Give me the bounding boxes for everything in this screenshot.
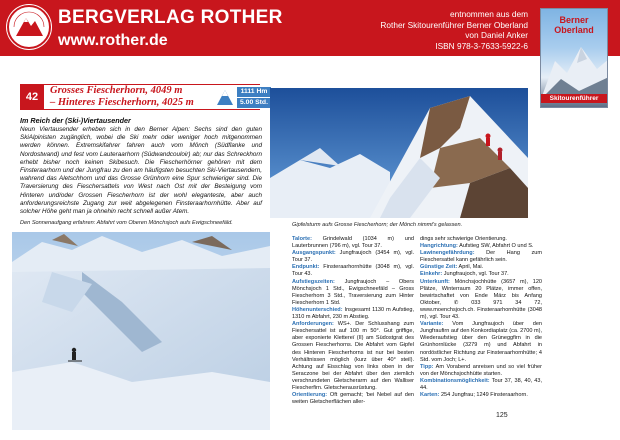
intro-text: Neun Viertausender erheben sich in den Berner Alpen: Sechs sind den guten SkiAlpinisten zugänglich, wobei die Ski mehr oder weniger hoch mitgenommen werden können. Extremskifahrer fahren auch vom Mönch (Südflanke und Nordostwand) und fest vom Lauteraarhorn (Südwandcouloir) ab; nur das Schreckhorn erhebt bisher noch keinen Skibesuch. Die Fiescherhörner gehören mit dem Finsteraarhorn und der Jungfrau zu den am häufigsten besuchten Ski-Viertausendern, wahrend das Aletschhorn und das Grosse Grünhorn eine Spur schwieriger sind. Die Traversierung des Fieschersattels von West nach Ost mit der Besteigung vom Hinteren und/oder Grossen Fiescherhorn ist der wohl eleganteste, aber auch anforderungsreichste Zugang zur weit abgelegenen Finsteraarhornhütte. Aber auf solcher Höhe geht man ja ohnehin recht schnell außer Atem.: [20, 126, 262, 216]
detail-label: Karten:: [420, 392, 440, 399]
source-line: von Daniel Anker: [465, 30, 528, 41]
source-line: Rother Skitourenführer Berner Oberland: [380, 19, 528, 30]
tour-details-column-1: [292, 236, 414, 406]
source-line: entnommen aus dem: [450, 9, 528, 19]
detail-text: Grindelwald (1034 m) und Lauterbrunnen (796 m), vgl. Tour 37.: [292, 236, 414, 250]
detail-text: Jungfraujoch, vgl. Tour 37.: [442, 271, 509, 278]
header-banner: [0, 0, 620, 56]
cover-subtitle: Skitourenführer: [541, 94, 607, 103]
detail-label: Tipp:: [420, 363, 434, 370]
detail-text: Jungfraujoch (3454 m), vgl. Tour 37.: [292, 250, 414, 264]
detail-text: Jungfraujoch – Obers Mönchsjoch 1 Std., Ewigschneefäld – Gross Fiescherhorn 3 Std., Traversierung zum Hinter Fiescherhorn 1 Std.: [292, 278, 414, 306]
glacier-descent-image: [12, 232, 270, 430]
detail-entry: [292, 321, 414, 392]
detail-entry: [292, 264, 414, 278]
brand-name: BERGVERLAG ROTHER: [58, 7, 283, 28]
detail-entry: [292, 392, 414, 406]
detail-label: Ausgangspunkt:: [292, 250, 336, 257]
cover-title: Berner Oberland: [554, 15, 594, 35]
detail-text: dings sehr schwierige Orientierung.: [420, 236, 507, 242]
detail-text: 254 Jungfrau; 1249 Finsteraarhorn.: [439, 392, 528, 399]
altitude-badge: 1111 Hm: [237, 87, 271, 97]
source-info: [380, 9, 528, 51]
duration-badge: 5.00 Std.: [237, 98, 271, 108]
detail-text: Mönchsjochhütte (3657 m), 120 Plätze, Winterraum 20 Plätze, immer offen, bewirtschaftet von Ende März bis Anfang Oktober, ✆ 033 971 34 72, www.moenchsjoch.ch. Finsteraarhornhütte (3048 m), vgl. Tour 43.: [420, 278, 542, 321]
detail-label: Hangrichtung:: [420, 243, 458, 250]
detail-entry: [420, 271, 542, 278]
brand-url[interactable]: www.rother.de: [58, 32, 168, 49]
detail-entry: [292, 236, 414, 250]
detail-label: Endpunkt:: [292, 264, 320, 271]
detail-entry: [420, 250, 542, 264]
detail-label: Variante:: [420, 321, 444, 328]
detail-text: Insgesamt 1130 m Aufstieg, 1310 m Abfahrt, 230 m Abstieg.: [292, 306, 414, 321]
detail-label: Unterkunft:: [420, 278, 450, 285]
detail-text: Der Hang zum Fieschersattel kann gefährlich sein.: [420, 250, 542, 264]
detail-entry: [420, 321, 542, 364]
summit-climb-photo: [270, 88, 528, 218]
detail-label: Kombinationsmöglichkeit:: [420, 377, 490, 384]
mountain-logo-icon: [6, 4, 52, 50]
detail-entry: [292, 250, 414, 264]
detail-text: Tour 37, 38, 40, 43, 44.: [420, 377, 542, 391]
detail-label: Talorte:: [292, 236, 312, 242]
page-number: 125: [496, 412, 508, 419]
detail-text: Finsteraarhornhütte (3048 m), vgl. Tour 43.: [292, 264, 414, 278]
photo-caption-right: Gipfelsturm aufs Grosse Fiescherhorn; der Mönch nimmt's gelassen.: [292, 222, 463, 228]
photo-caption-left: Den Sonnenaufgang erfahren: Abfahrt vom Oberen Mönchsjoch aufs Ewigschneefäld.: [20, 220, 233, 226]
detail-label: Günstige Zeit:: [420, 264, 458, 271]
glacier-descent-photo: [12, 232, 270, 430]
detail-entry: [420, 236, 542, 243]
intro-heading: Im Reich der (Ski-)Viertausender: [20, 116, 131, 125]
cover-mountain-image: [541, 39, 608, 99]
book-cover: [540, 8, 608, 108]
detail-entry: [292, 279, 414, 307]
summit-climb-image: [270, 88, 528, 218]
detail-text: April, Mai.: [457, 264, 484, 271]
detail-label: Lawinengefährdung:: [420, 250, 475, 257]
detail-entry: [420, 279, 542, 322]
detail-text: Am Vorabend anreisen und so viel früher von der Mönchsjochhütte starten.: [420, 363, 542, 377]
detail-text: Oft gemacht; 'bei Nebel auf den weiten Gletscherflächen aller-: [292, 392, 414, 406]
detail-label: Einkehr:: [420, 271, 443, 278]
detail-entry: [420, 364, 542, 378]
detail-text: Vom Jungfraujoch über den Jungfraufirn auf den Konkordiaplatz (ca. 2700 m), Wiederaufstieg über den Grüneggfirn in die Grünhornlücke (3279 m) und Abfahrt in nordöstlicher Richtung zur Finsteraarhornhütte; 4 Std. vom Joch; L+.: [420, 321, 542, 363]
tour-number: 42: [20, 85, 44, 109]
detail-label: Aufstiegszeiten:: [292, 278, 335, 285]
detail-entry: [292, 307, 414, 321]
summit-skier-icon: [216, 87, 234, 107]
source-line: ISBN 978-3-7633-5922-6: [435, 40, 528, 51]
tour-title-line2: – Hinteres Fiescherhorn, 4025 m: [50, 97, 194, 108]
detail-label: Höhenunterschied:: [292, 306, 343, 313]
tour-details-column-2: [420, 236, 542, 399]
detail-entry: [420, 243, 542, 250]
tour-title-box: [20, 84, 268, 110]
detail-label: Anforderungen:: [292, 321, 334, 328]
detail-entry: [420, 378, 542, 392]
detail-label: Orientierung:: [292, 392, 328, 399]
detail-text: WS+. Der Schlusshang zum Fieschersattel ist auf 100 m 50°. Gut griffige, aber exponierte Klettereï (II) am Südostgrat des Grossen Fiescherhorns. Die Abfahrt vom Gipfel des Hinteren Fiescherhorns ist nur bei besten Verhältnissen möglich (kurz über 40° steil). Achtung auf Eisschlag von links oben in der Seraczone bei der Abfahrt über den ziemlich verschrundeten Gletscherarm auf den Walliser Fiescherfirn. Gletscherausrüstung.: [292, 321, 414, 391]
rother-logo: [6, 4, 52, 50]
tour-title-line1: Grosses Fiescherhorn, 4049 m: [50, 85, 183, 96]
detail-entry: [420, 264, 542, 271]
detail-entry: [420, 392, 542, 399]
detail-text: Aufstieg SW, Abfahrt O und S.: [457, 243, 534, 250]
